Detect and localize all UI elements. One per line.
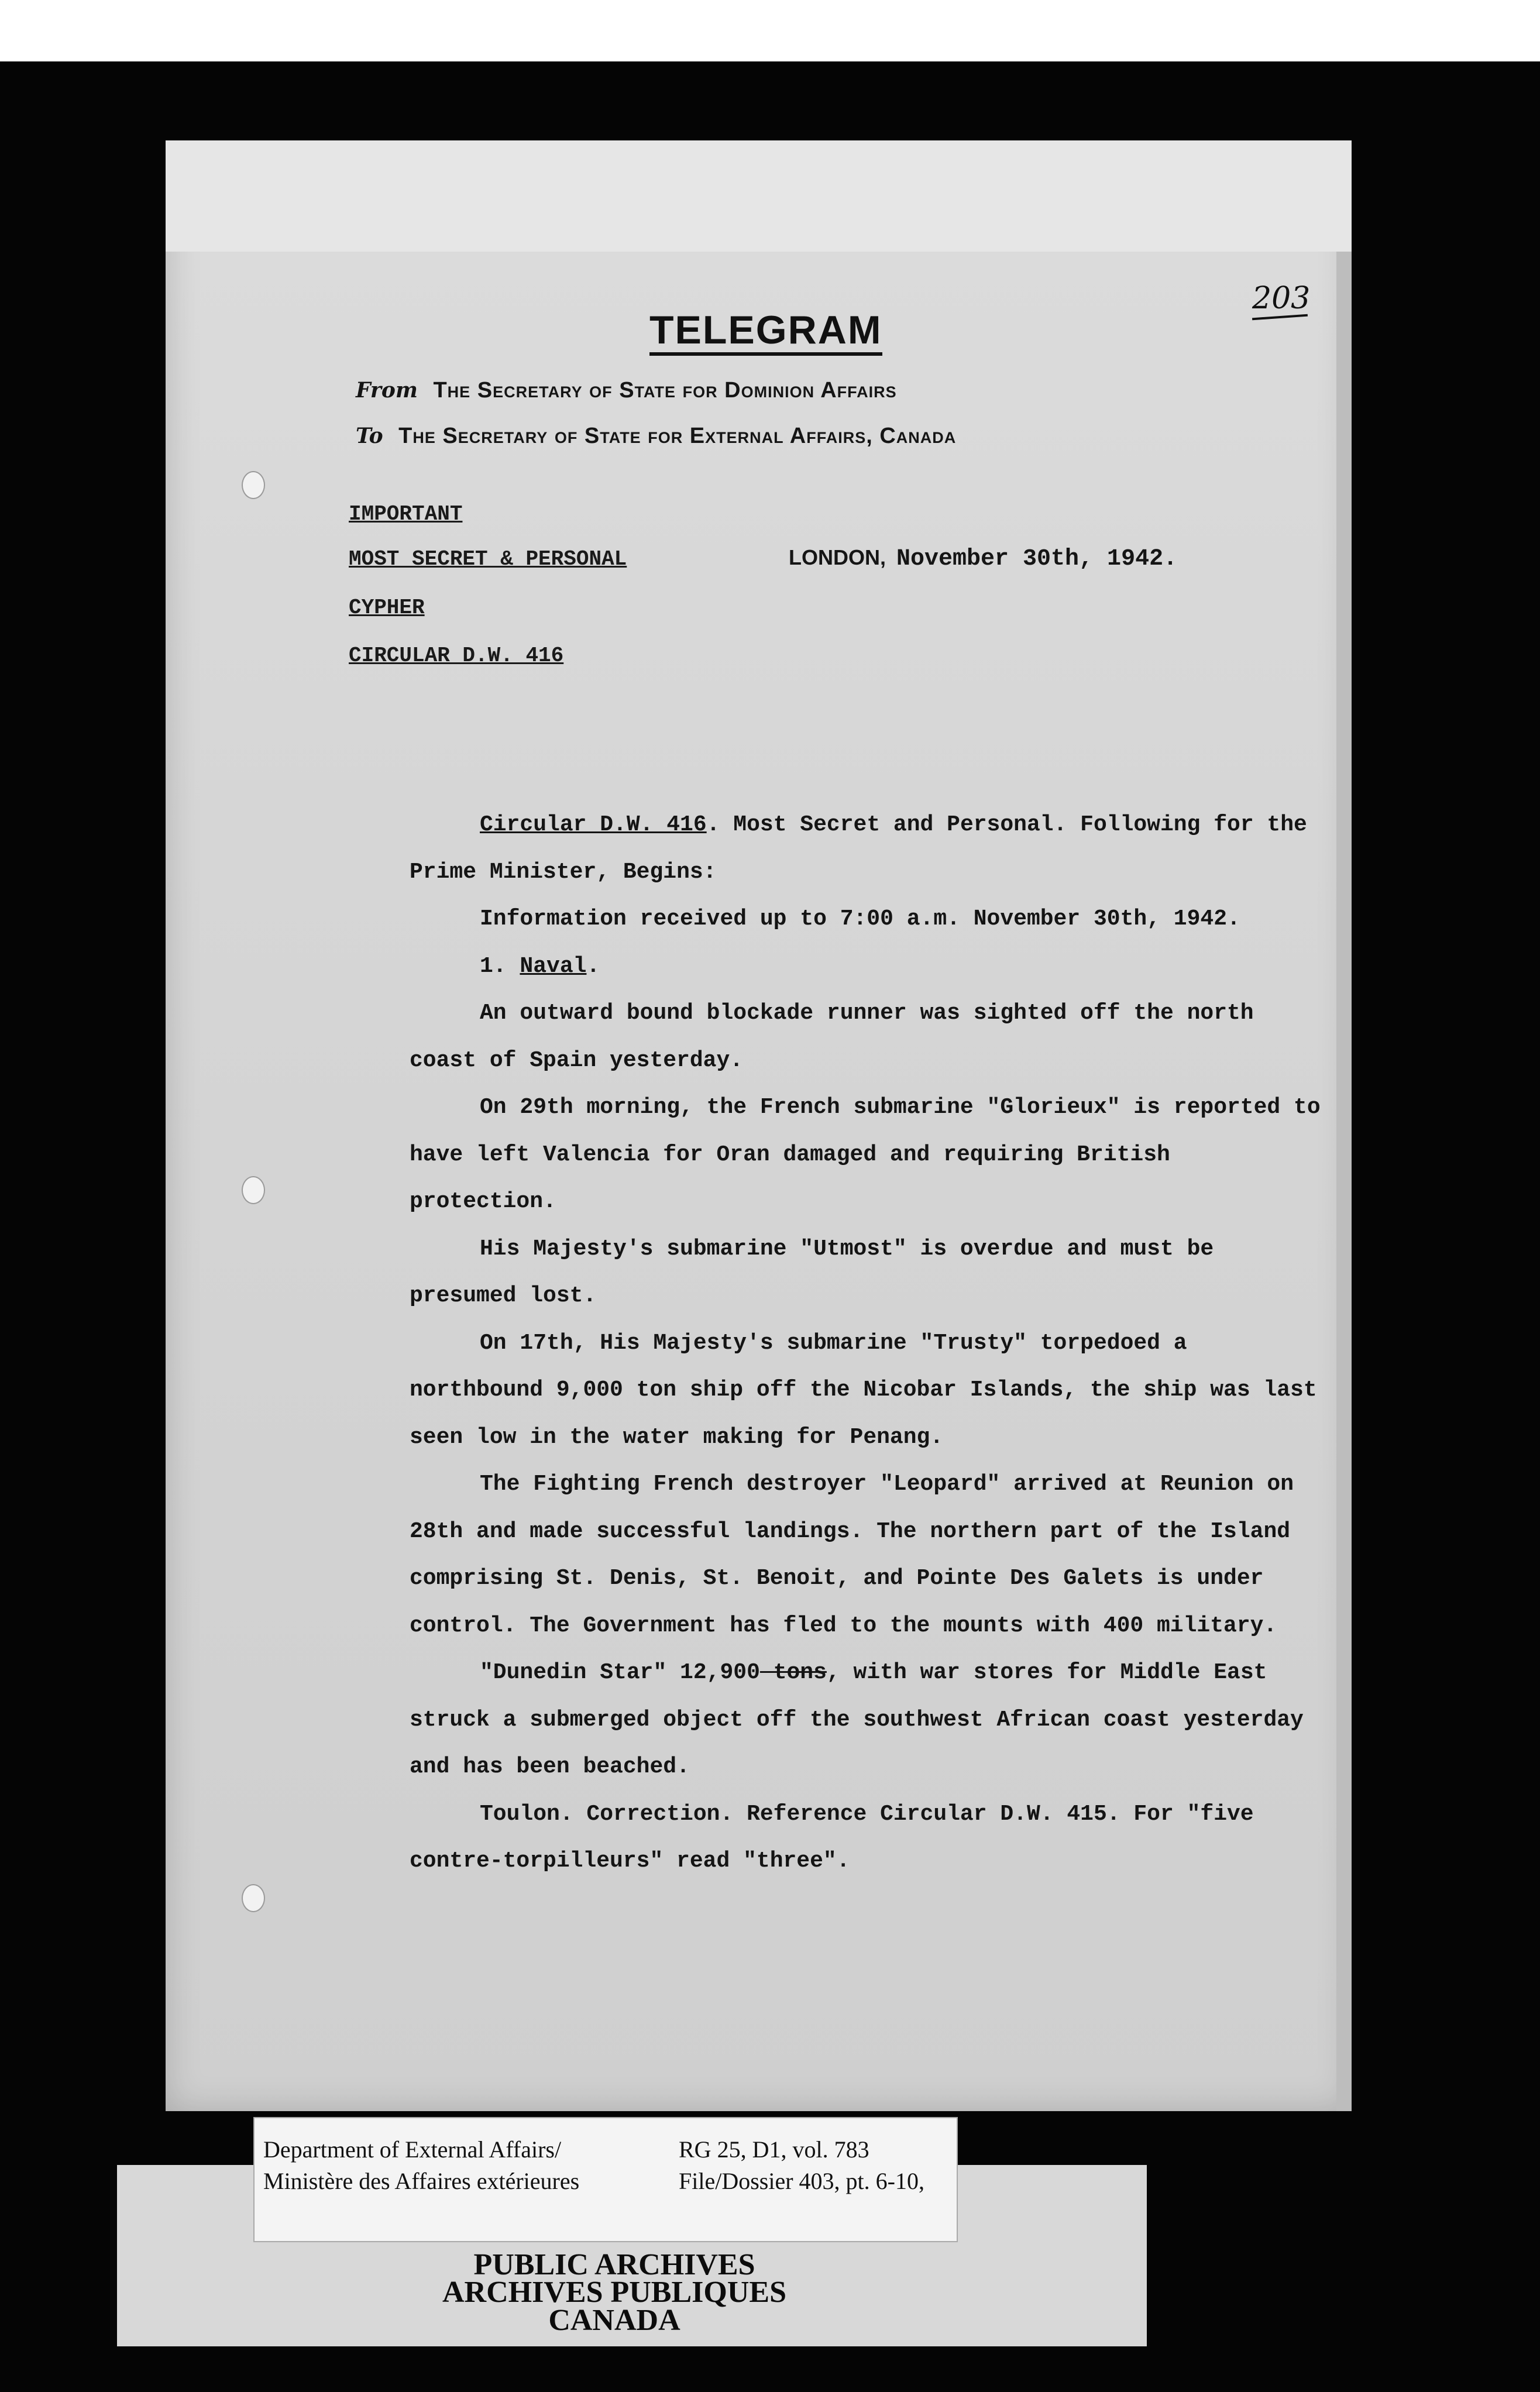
archives-line-1: PUBLIC ARCHIVES	[473, 2248, 755, 2281]
to-label: To	[356, 424, 383, 448]
place-date	[789, 545, 1177, 572]
sheet-top-strip	[166, 140, 1352, 252]
circular-reference: Circular D.W. 416	[480, 812, 707, 837]
body-paragraph: An outward bound blockade runner was sighted off the north coast of Spain yesterday.	[410, 1001, 1254, 1073]
body-paragraph: Circular D.W. 416. Most Secret and Personal. Following for the Prime Minister, Begins:	[410, 812, 1307, 885]
section-heading: 1. Naval.	[480, 953, 600, 979]
circular-marking: CIRCULAR D.W. 416	[349, 644, 564, 668]
archives-line-2: ARCHIVES PUBLIQUES	[442, 2276, 787, 2309]
from-line	[356, 378, 897, 403]
body-paragraph: Toulon. Correction. Reference Circular D.W. 415. For "five contre-torpilleurs" read "three".	[410, 1801, 1254, 1874]
from-label: From	[356, 378, 418, 403]
secrecy-marking: MOST SECRET & PERSONAL	[349, 547, 627, 571]
department-fr: Ministère des Affaires extérieures	[263, 2168, 580, 2194]
important-marking: IMPORTANT	[349, 502, 463, 526]
punch-hole	[242, 471, 265, 499]
cypher-marking: CYPHER	[349, 596, 425, 620]
body-paragraph: Information received up to 7:00 a.m. November 30th, 1942.	[480, 906, 1240, 932]
punch-hole	[242, 1176, 265, 1204]
body-paragraph: On 17th, His Majesty's submarine "Trusty" torpedoed a northbound 9,000 ton ship off the Nicobar Islands, the ship was last seen low in the water making for Penang.	[410, 1330, 1317, 1450]
file-dossier: File/Dossier 403, pt. 6-10,	[679, 2168, 924, 2194]
place: LONDON,	[789, 545, 886, 569]
struck-text: tons	[759, 1660, 827, 1685]
archives-line-3: CANADA	[548, 2304, 680, 2337]
department-en: Department of External Affairs/	[263, 2136, 562, 2163]
punch-hole	[242, 1884, 265, 1912]
to-line	[356, 424, 956, 449]
telegram-body	[410, 802, 1322, 1885]
body-paragraph: The Fighting French destroyer "Leopard" arrived at Reunion on 28th and made successful landings. The northern part of the Island comprising St. Denis, St. Benoit, and Pointe Des Galets is under control. The Government has fled to the mounts with 400 military.	[410, 1472, 1294, 1638]
body-paragraph: His Majesty's submarine "Utmost" is overdue and must be presumed lost.	[410, 1236, 1214, 1308]
section-title: Naval	[520, 953, 587, 979]
record-group: RG 25, D1, vol. 783	[679, 2136, 869, 2163]
body-paragraph: On 29th morning, the French submarine "Glorieux" is reported to have left Valencia for Oran damaged and requiring British protection.	[410, 1095, 1321, 1214]
sheet-right-edge	[1336, 252, 1352, 2111]
from-text: The Secretary of State for Dominion Affairs	[433, 378, 897, 403]
telegram-title: TELEGRAM	[649, 310, 882, 356]
date: November 30th, 1942.	[896, 546, 1178, 572]
to-text: The Secretary of State for External Affairs, Canada	[398, 424, 957, 448]
folio-number: 203	[1252, 281, 1311, 316]
body-paragraph: "Dunedin Star" 12,900 tons, with war stores for Middle East struck a submerged object off the southwest African coast yesterday and has been beached.	[410, 1660, 1304, 1779]
